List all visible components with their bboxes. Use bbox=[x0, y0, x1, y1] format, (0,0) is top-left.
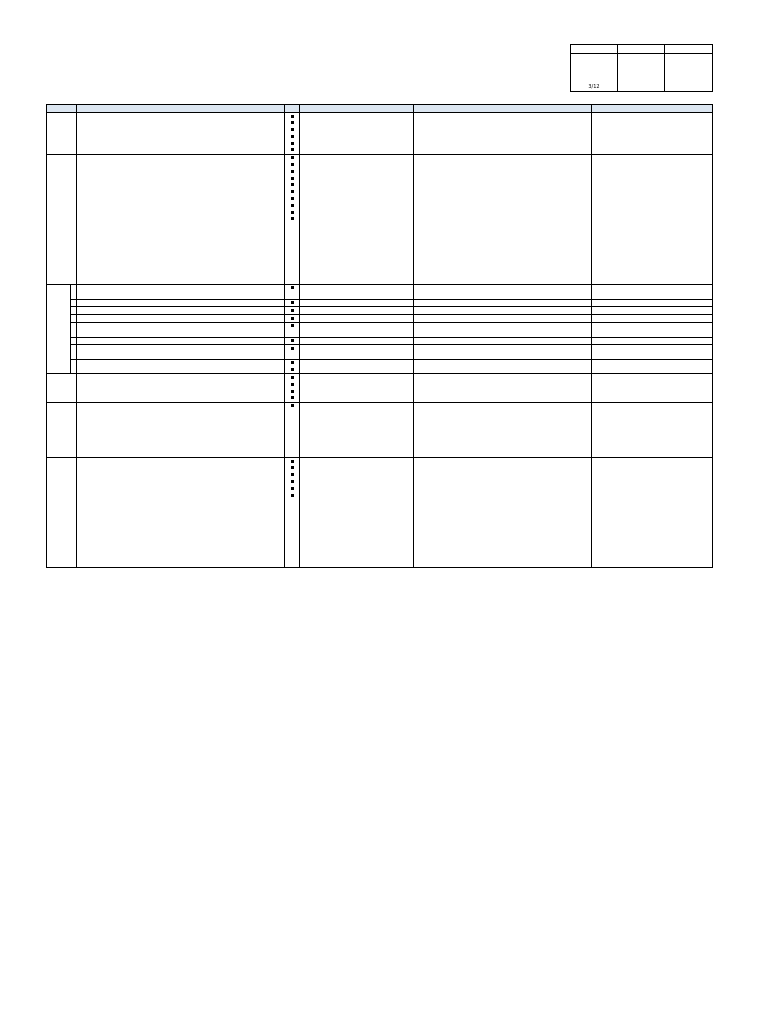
bullet-mark bbox=[286, 472, 298, 479]
bullet-mark bbox=[286, 175, 298, 182]
this-week-line bbox=[415, 423, 590, 430]
header-remarks bbox=[300, 105, 414, 113]
table-row bbox=[47, 458, 713, 568]
this-week-line bbox=[415, 209, 590, 216]
this-week-line bbox=[415, 330, 590, 337]
bullet-mark bbox=[286, 307, 298, 314]
this-week-line bbox=[415, 120, 590, 127]
this-week-line bbox=[415, 338, 590, 345]
last-week-line bbox=[78, 512, 283, 519]
last-week-line bbox=[78, 360, 283, 367]
remarks-cell bbox=[300, 337, 414, 345]
last-week-cell bbox=[77, 374, 285, 402]
last-week-line bbox=[78, 264, 283, 271]
this-week-line bbox=[415, 478, 590, 485]
this-week-line bbox=[415, 216, 590, 223]
this-week-line bbox=[415, 285, 590, 292]
bullet-mark bbox=[286, 162, 298, 169]
this-week-line bbox=[415, 140, 590, 147]
support-line bbox=[593, 381, 711, 388]
this-week-cell bbox=[414, 374, 592, 402]
check-cell bbox=[285, 113, 300, 155]
table-row bbox=[47, 113, 713, 155]
this-week-line bbox=[415, 499, 590, 506]
last-week-line bbox=[78, 113, 283, 120]
bullet-mark bbox=[286, 120, 298, 127]
last-week-line bbox=[78, 478, 283, 485]
check-cell bbox=[285, 337, 300, 345]
bullet-mark bbox=[286, 209, 298, 216]
check-cell bbox=[285, 154, 300, 284]
this-week-cell bbox=[414, 307, 592, 315]
approval-stamp bbox=[665, 54, 712, 91]
bullet-mark bbox=[286, 300, 298, 307]
last-week-line bbox=[78, 553, 283, 560]
this-week-line bbox=[415, 540, 590, 547]
this-week-line bbox=[415, 250, 590, 257]
bullet-mark bbox=[286, 345, 298, 352]
header-check bbox=[285, 105, 300, 113]
this-week-line bbox=[415, 360, 590, 367]
approval-stamp bbox=[618, 54, 665, 91]
report-period-line bbox=[46, 97, 712, 104]
last-week-line bbox=[78, 546, 283, 553]
this-week-line bbox=[415, 175, 590, 182]
this-week-line bbox=[415, 345, 590, 352]
category-cell bbox=[47, 402, 77, 457]
last-week-line bbox=[78, 315, 283, 322]
this-week-line bbox=[415, 519, 590, 526]
this-week-line bbox=[415, 437, 590, 444]
category-cell bbox=[47, 284, 71, 374]
bullet-mark bbox=[286, 127, 298, 134]
check-cell bbox=[285, 374, 300, 402]
approval-stamp bbox=[571, 54, 618, 91]
last-week-line bbox=[78, 437, 283, 444]
category-cell bbox=[47, 113, 77, 155]
bullet-mark bbox=[286, 147, 298, 154]
support-cell bbox=[592, 458, 713, 568]
last-week-line bbox=[78, 285, 283, 292]
last-week-line bbox=[78, 499, 283, 506]
bullet-mark bbox=[286, 216, 298, 223]
last-week-line bbox=[78, 458, 283, 465]
support-cell bbox=[592, 299, 713, 307]
this-week-line bbox=[415, 236, 590, 243]
this-week-line bbox=[415, 506, 590, 513]
this-week-line bbox=[415, 458, 590, 465]
last-week-line bbox=[78, 323, 283, 330]
this-week-line bbox=[415, 230, 590, 237]
last-week-line bbox=[78, 182, 283, 189]
approval-box bbox=[570, 44, 713, 92]
table-row bbox=[47, 359, 713, 374]
this-week-line bbox=[415, 270, 590, 277]
last-week-line bbox=[78, 560, 283, 567]
bullet-mark bbox=[286, 465, 298, 472]
this-week-cell bbox=[414, 284, 592, 299]
bullet-mark bbox=[286, 367, 298, 374]
remarks-line bbox=[301, 430, 412, 437]
bullet-mark bbox=[286, 140, 298, 147]
support-cell bbox=[592, 374, 713, 402]
table-row bbox=[47, 315, 713, 323]
this-week-cell bbox=[414, 322, 592, 337]
remarks-cell bbox=[300, 458, 414, 568]
this-week-line bbox=[415, 485, 590, 492]
last-week-line bbox=[78, 236, 283, 243]
bullet-mark bbox=[286, 458, 298, 465]
bullet-mark bbox=[286, 492, 298, 499]
bullet-mark bbox=[286, 388, 298, 395]
this-week-line bbox=[415, 292, 590, 299]
bullet-mark bbox=[286, 374, 298, 381]
this-week-line bbox=[415, 196, 590, 203]
support-cell bbox=[592, 307, 713, 315]
last-week-line bbox=[78, 381, 283, 388]
last-week-line bbox=[78, 492, 283, 499]
category-cell bbox=[47, 374, 77, 402]
check-cell bbox=[285, 359, 300, 374]
table-row bbox=[47, 345, 713, 360]
bullet-mark bbox=[286, 189, 298, 196]
remarks-cell bbox=[300, 359, 414, 374]
last-week-line bbox=[78, 230, 283, 237]
this-week-line bbox=[415, 388, 590, 395]
this-week-line bbox=[415, 465, 590, 472]
table-row bbox=[47, 307, 713, 315]
check-cell bbox=[285, 284, 300, 299]
last-week-line bbox=[78, 202, 283, 209]
this-week-line bbox=[415, 127, 590, 134]
remarks-cell bbox=[300, 299, 414, 307]
this-week-line bbox=[415, 381, 590, 388]
bullet-mark bbox=[286, 478, 298, 485]
last-week-line bbox=[78, 300, 283, 307]
last-week-cell bbox=[77, 345, 285, 360]
this-week-line bbox=[415, 155, 590, 162]
weekly-report-table bbox=[46, 104, 713, 568]
last-week-line bbox=[78, 443, 283, 450]
this-week-line bbox=[415, 133, 590, 140]
last-week-cell bbox=[77, 337, 285, 345]
last-week-line bbox=[78, 307, 283, 314]
bullet-mark bbox=[286, 155, 298, 162]
bullet-mark bbox=[286, 381, 298, 388]
last-week-line bbox=[78, 472, 283, 479]
this-week-line bbox=[415, 374, 590, 381]
remarks-cell bbox=[300, 113, 414, 155]
support-cell bbox=[592, 154, 713, 284]
this-week-line bbox=[415, 409, 590, 416]
table-row bbox=[47, 299, 713, 307]
this-week-line bbox=[415, 395, 590, 402]
table-body bbox=[47, 113, 713, 568]
last-week-line bbox=[78, 209, 283, 216]
this-week-line bbox=[415, 307, 590, 314]
approval-stamp-label: 3/12 bbox=[588, 84, 600, 90]
support-line bbox=[593, 388, 711, 395]
this-week-line bbox=[415, 352, 590, 359]
this-week-line bbox=[415, 512, 590, 519]
last-week-cell bbox=[77, 113, 285, 155]
check-cell bbox=[285, 315, 300, 323]
bullet-mark bbox=[286, 168, 298, 175]
last-week-line bbox=[78, 270, 283, 277]
table-row bbox=[47, 374, 713, 402]
last-week-line bbox=[78, 533, 283, 540]
support-line bbox=[593, 374, 711, 381]
last-week-line bbox=[78, 388, 283, 395]
remarks-cell bbox=[300, 315, 414, 323]
last-week-line bbox=[78, 345, 283, 352]
last-week-line bbox=[78, 416, 283, 423]
last-week-line bbox=[78, 330, 283, 337]
last-week-line bbox=[78, 403, 283, 410]
this-week-line bbox=[415, 264, 590, 271]
bullet-mark bbox=[286, 323, 298, 330]
table-row bbox=[47, 337, 713, 345]
last-week-line bbox=[78, 216, 283, 223]
last-week-line bbox=[78, 338, 283, 345]
this-week-cell bbox=[414, 113, 592, 155]
this-week-line bbox=[415, 323, 590, 330]
this-week-line bbox=[415, 257, 590, 264]
support-cell bbox=[592, 322, 713, 337]
last-week-line bbox=[78, 120, 283, 127]
this-week-cell bbox=[414, 402, 592, 457]
last-week-line bbox=[78, 196, 283, 203]
last-week-line bbox=[78, 168, 283, 175]
remarks-cell bbox=[300, 284, 414, 299]
last-week-line bbox=[78, 292, 283, 299]
remarks-line bbox=[301, 423, 412, 430]
support-cell bbox=[592, 345, 713, 360]
this-week-line bbox=[415, 202, 590, 209]
remarks-cell bbox=[300, 322, 414, 337]
last-week-line bbox=[78, 485, 283, 492]
last-week-line bbox=[78, 257, 283, 264]
approval-header bbox=[665, 45, 712, 54]
check-cell bbox=[285, 345, 300, 360]
support-cell bbox=[592, 113, 713, 155]
check-cell bbox=[285, 307, 300, 315]
last-week-cell bbox=[77, 284, 285, 299]
remarks-cell bbox=[300, 307, 414, 315]
last-week-line bbox=[78, 147, 283, 154]
last-week-cell bbox=[77, 299, 285, 307]
this-week-cell bbox=[414, 359, 592, 374]
this-week-cell bbox=[414, 458, 592, 568]
check-cell bbox=[285, 299, 300, 307]
bullet-mark bbox=[286, 196, 298, 203]
this-week-line bbox=[415, 168, 590, 175]
bullet-mark bbox=[286, 315, 298, 322]
last-week-line bbox=[78, 127, 283, 134]
last-week-line bbox=[78, 155, 283, 162]
category-cell bbox=[47, 458, 77, 568]
remarks-cell bbox=[300, 154, 414, 284]
last-week-line bbox=[78, 250, 283, 257]
support-cell bbox=[592, 359, 713, 374]
header-support bbox=[592, 105, 713, 113]
last-week-line bbox=[78, 506, 283, 513]
bullet-mark bbox=[286, 403, 298, 410]
this-week-line bbox=[415, 162, 590, 169]
table-row bbox=[47, 322, 713, 337]
support-cell bbox=[592, 402, 713, 457]
this-week-line bbox=[415, 443, 590, 450]
last-week-line bbox=[78, 374, 283, 381]
this-week-line bbox=[415, 533, 590, 540]
support-cell bbox=[592, 337, 713, 345]
check-cell bbox=[285, 322, 300, 337]
this-week-line bbox=[415, 403, 590, 410]
last-week-line bbox=[78, 140, 283, 147]
category-cell bbox=[47, 154, 77, 284]
bullet-mark bbox=[286, 113, 298, 120]
header-this-week bbox=[414, 105, 592, 113]
last-week-line bbox=[78, 540, 283, 547]
bullet-mark bbox=[286, 360, 298, 367]
last-week-line bbox=[78, 133, 283, 140]
bullet-mark bbox=[286, 202, 298, 209]
this-week-line bbox=[415, 430, 590, 437]
table-row bbox=[47, 154, 713, 284]
this-week-line bbox=[415, 223, 590, 230]
last-week-line bbox=[78, 430, 283, 437]
check-cell bbox=[285, 402, 300, 457]
last-week-line bbox=[78, 162, 283, 169]
last-week-line bbox=[78, 352, 283, 359]
this-week-cell bbox=[414, 299, 592, 307]
header-category bbox=[47, 105, 77, 113]
support-cell bbox=[592, 284, 713, 299]
this-week-cell bbox=[414, 337, 592, 345]
bullet-mark bbox=[286, 182, 298, 189]
approval-header bbox=[618, 45, 665, 54]
last-week-cell bbox=[77, 458, 285, 568]
last-week-line bbox=[78, 526, 283, 533]
last-week-cell bbox=[77, 307, 285, 315]
remarks-cell bbox=[300, 345, 414, 360]
this-week-cell bbox=[414, 345, 592, 360]
this-week-line bbox=[415, 450, 590, 457]
this-week-cell bbox=[414, 315, 592, 323]
last-week-cell bbox=[77, 315, 285, 323]
bullet-mark bbox=[286, 338, 298, 345]
last-week-line bbox=[78, 223, 283, 230]
this-week-cell bbox=[414, 154, 592, 284]
this-week-line bbox=[415, 113, 590, 120]
check-cell bbox=[285, 458, 300, 568]
last-week-line bbox=[78, 189, 283, 196]
this-week-line bbox=[415, 277, 590, 284]
this-week-line bbox=[415, 182, 590, 189]
last-week-line bbox=[78, 367, 283, 374]
table-header-row bbox=[47, 105, 713, 113]
this-week-line bbox=[415, 416, 590, 423]
last-week-cell bbox=[77, 154, 285, 284]
remarks-cell bbox=[300, 402, 414, 457]
last-week-line bbox=[78, 175, 283, 182]
bullet-mark bbox=[286, 133, 298, 140]
last-week-line bbox=[78, 243, 283, 250]
this-week-line bbox=[415, 300, 590, 307]
bullet-mark bbox=[286, 285, 298, 292]
last-week-line bbox=[78, 409, 283, 416]
bullet-mark bbox=[286, 395, 298, 402]
highlight-note bbox=[78, 465, 283, 472]
support-cell bbox=[592, 315, 713, 323]
last-week-line bbox=[78, 423, 283, 430]
page-title bbox=[226, 56, 476, 86]
bullet-mark bbox=[286, 485, 298, 492]
this-week-line bbox=[415, 472, 590, 479]
last-week-cell bbox=[77, 359, 285, 374]
this-week-line bbox=[415, 526, 590, 533]
last-week-line bbox=[78, 519, 283, 526]
remarks-cell bbox=[300, 374, 414, 402]
last-week-cell bbox=[77, 402, 285, 457]
this-week-line bbox=[415, 243, 590, 250]
approval-header bbox=[571, 45, 618, 54]
this-week-line bbox=[415, 315, 590, 322]
this-week-line bbox=[415, 189, 590, 196]
table-row bbox=[47, 284, 713, 299]
last-week-cell bbox=[77, 322, 285, 337]
header-last-week bbox=[77, 105, 285, 113]
this-week-line bbox=[415, 492, 590, 499]
table-row bbox=[47, 402, 713, 457]
